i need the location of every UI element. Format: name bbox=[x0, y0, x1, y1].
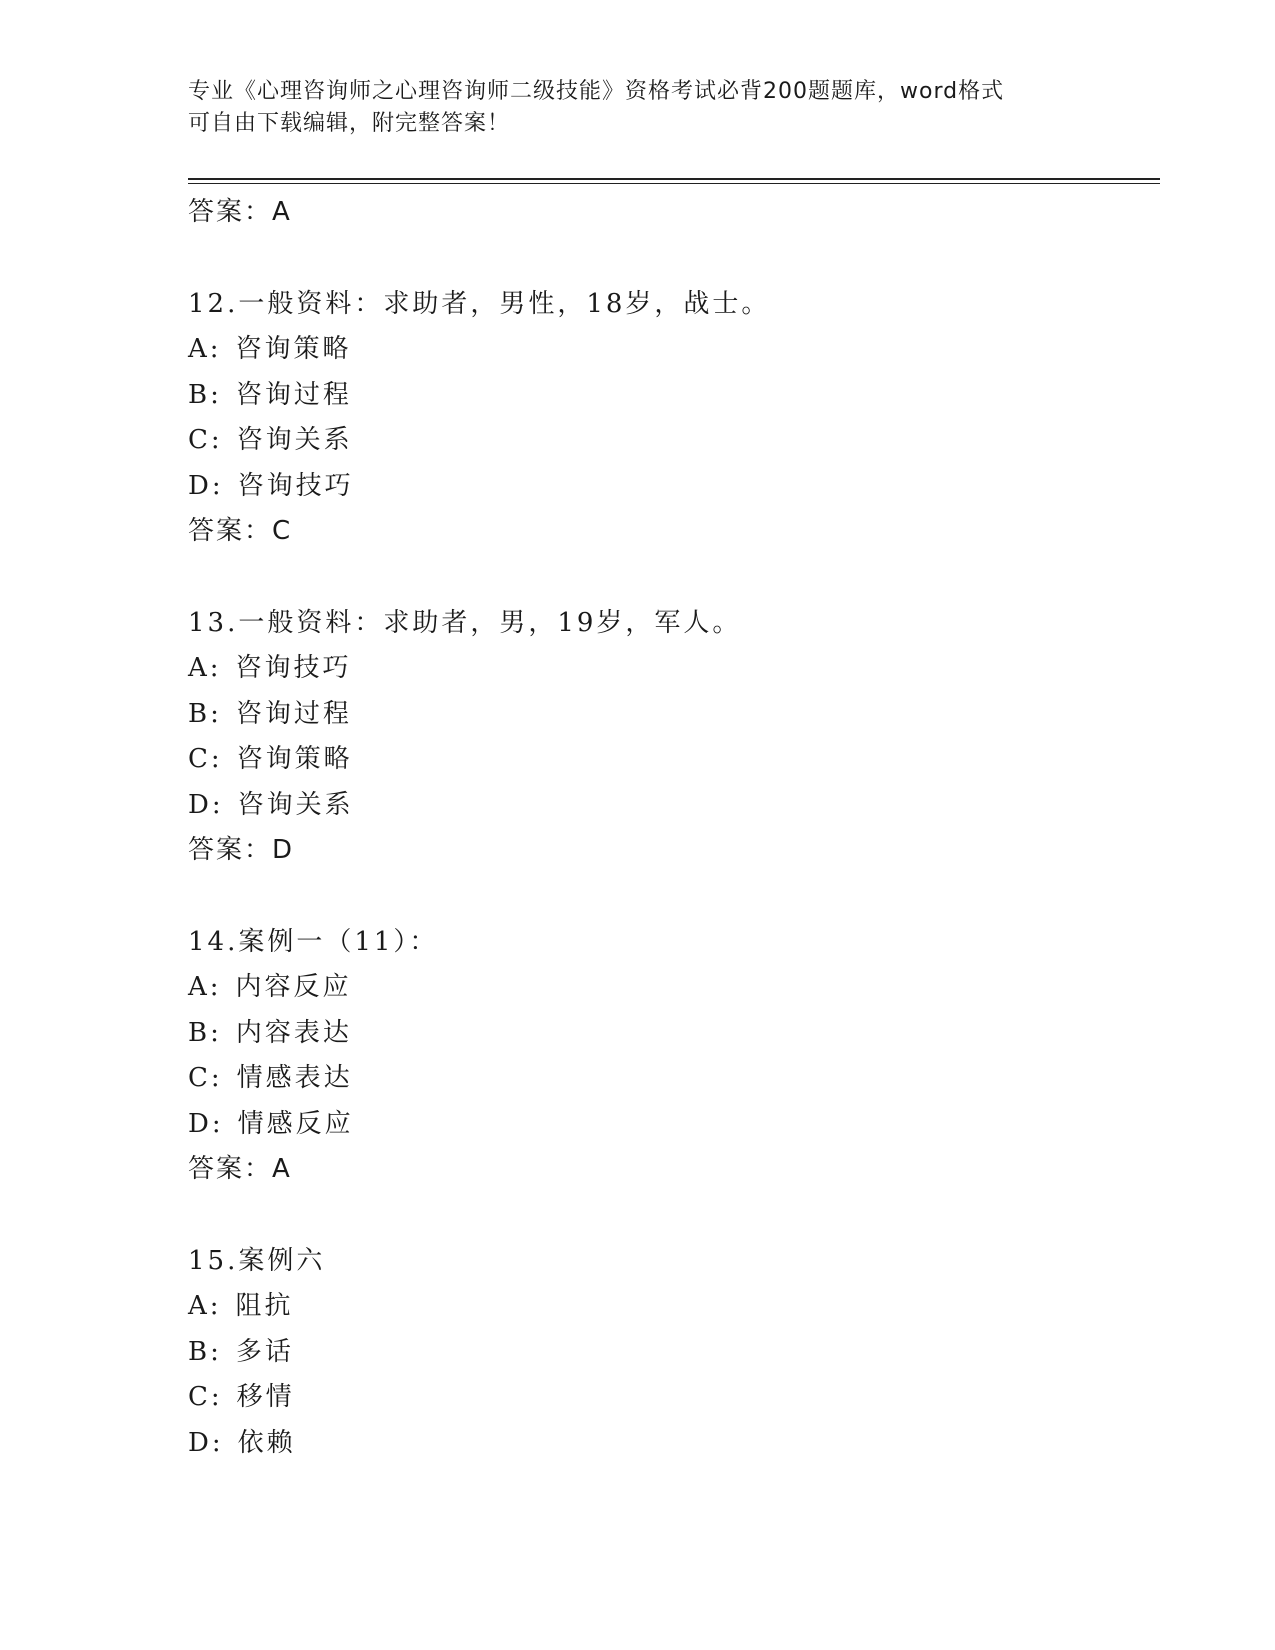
option-a: A: 内容反应 bbox=[188, 972, 352, 1002]
option-d: D: 情感反应 bbox=[188, 1108, 354, 1139]
previous-answer: 答案：A bbox=[188, 197, 292, 227]
spacer bbox=[188, 1193, 1148, 1239]
answer-line: 答案：D bbox=[188, 835, 295, 865]
option-b: B: 咨询过程 bbox=[188, 698, 352, 729]
question-stem: 12.一般资料：求助者，男性，18岁，战士。 bbox=[188, 288, 771, 319]
question-stem: 14.案例一（11）： bbox=[188, 926, 439, 957]
question-14 bbox=[188, 920, 1148, 1193]
option-c: C: 咨询策略 bbox=[188, 744, 353, 774]
question-12 bbox=[188, 282, 1148, 555]
option-c: C: 情感表达 bbox=[188, 1063, 353, 1093]
spacer bbox=[188, 874, 1148, 920]
option-b: B: 咨询过程 bbox=[188, 379, 352, 410]
header-line-2: 可自由下载编辑，附完整答案！ bbox=[188, 111, 511, 136]
option-a: A: 咨询技巧 bbox=[188, 653, 352, 683]
spacer bbox=[188, 555, 1148, 601]
option-d: D: 依赖 bbox=[188, 1427, 296, 1458]
question-stem: 15.案例六 bbox=[188, 1245, 326, 1276]
option-c: C: 咨询关系 bbox=[188, 425, 353, 455]
question-stem: 13.一般资料：求助者，男，19岁，军人。 bbox=[188, 607, 742, 638]
question-list bbox=[188, 190, 1148, 1466]
header-divider-thin bbox=[188, 183, 1160, 184]
option-d: D: 咨询技巧 bbox=[188, 470, 354, 501]
option-b: B: 内容表达 bbox=[188, 1017, 352, 1048]
option-b: B: 多话 bbox=[188, 1336, 294, 1367]
option-a: A: 咨询策略 bbox=[188, 334, 352, 364]
question-15 bbox=[188, 1239, 1148, 1467]
option-c: C: 移情 bbox=[188, 1382, 295, 1412]
document-header bbox=[188, 76, 1088, 140]
option-d: D: 咨询关系 bbox=[188, 789, 354, 820]
spacer bbox=[188, 236, 1148, 282]
question-13 bbox=[188, 601, 1148, 874]
answer-line: 答案：A bbox=[188, 1154, 292, 1184]
header-divider-thick bbox=[188, 178, 1160, 180]
answer-line: 答案：C bbox=[188, 516, 293, 546]
option-a: A: 阻抗 bbox=[188, 1291, 294, 1321]
header-line-1: 专业《心理咨询师之心理咨询师二级技能》资格考试必背200题题库，word格式 bbox=[188, 79, 1005, 104]
